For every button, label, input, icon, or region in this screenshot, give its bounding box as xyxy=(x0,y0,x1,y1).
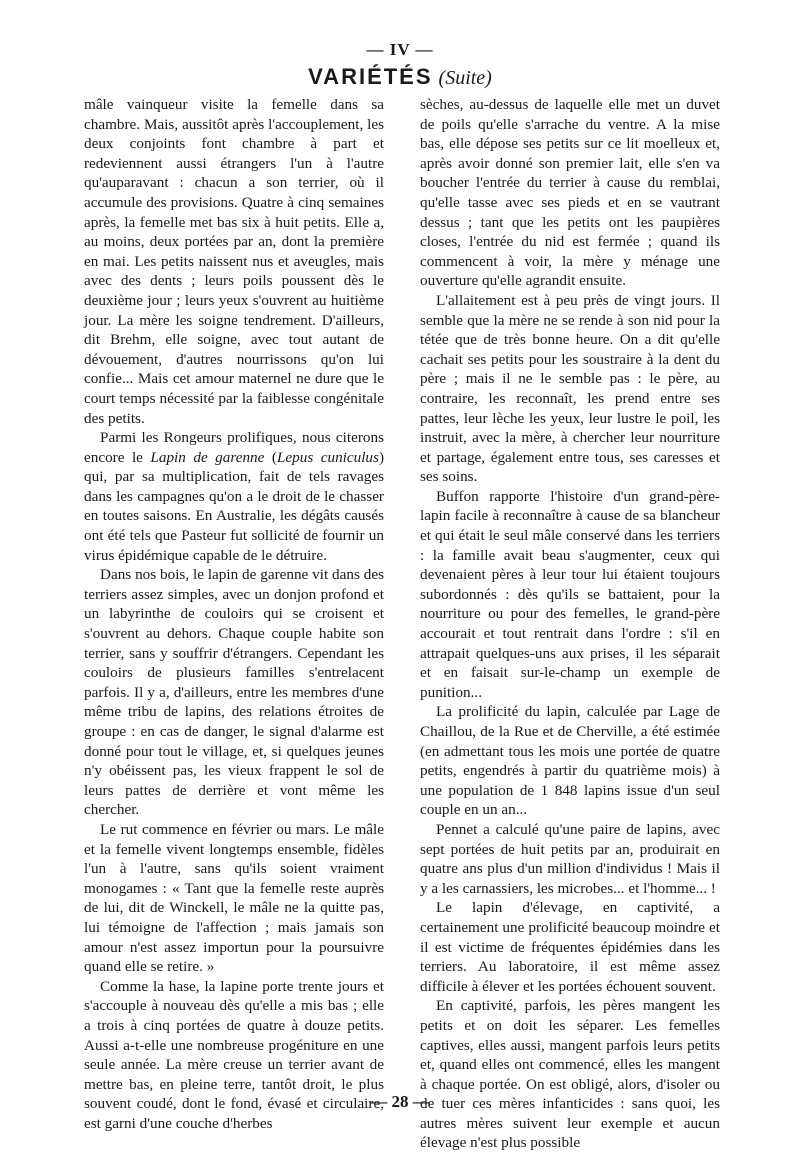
right-paragraph-4: La prolificité du lapin, calculée par Lage de Chaillou, de la Rue et de Cherville, a été estimée (en admettant tous les mois une portée de quatre petits, engendrés à partir du quatrième mois) à une population de 1 848 lapins issue d'un seul couple en un an... xyxy=(420,703,720,819)
species-common-name: Lapin de garenne xyxy=(150,448,265,466)
left-paragraph-3: Dans nos bois, le lapin de garenne vit dans des terriers assez simples, avec un donjon profond et un labyrinthe de couloirs qui se croisent et s'ouvrent au dehors. Chaque couple habite son terrier, sans y souffrir d'étrangers. Cependant les couloirs de plusieurs familles s'entrelacent parfois. Il y a, d'ailleurs, entre les membres d'une même tribu de lapins, des relations étroites de groupe : en cas de danger, le signal d'alarme est donné pour tout le village, et, si quelques jeunes n'y obéissent pas, les vieux frappent le sol de leurs pattes de derrière et vont même les chercher. xyxy=(84,566,384,819)
running-folio: — IV — xyxy=(366,40,434,59)
left-paragraph-4: Le rut commence en février ou mars. Le mâle et la femelle vivent longtemps ensemble, fidèles l'un à l'autre, sans qu'ils soient vraiment monogames : « Tant que la femelle reste auprès de lui, dit de Winckell, le mâle ne la quitte pas, lui témoigne de l'affection ; mais jamais son amour n'est assez importun pour la poursuivre quand elle se retire. » xyxy=(84,820,384,976)
left-paragraph-1: mâle vainqueur visite la femelle dans sa chambre. Mais, aussitôt après l'accouplement, les deux conjoints font chambre à part et redeviennent aussi étrangers l'un à l'autre qu'auparavant : chacun a son terrier, où il accumule des provisions. Quatre à cinq semaines après, la femelle met bas six à huit petits. Elle a, au moins, deux portées par an, dont la première en mai. Les petits naissent nus et aveugles, mais avec des dents ; leurs poils poussent dès le deuxième jour ; leurs yeux s'ouvrent au huitième jour. La mère les soigne tendrement. D'ailleurs, dit Brehm, elle soigne, avec tout autant de dévouement, d'autres nourrissons qu'on lui confie... Mais cet amour maternel ne dure que le court temps nécessité par la faiblesse congénitale des petits. xyxy=(84,96,384,427)
right-paragraph-1: sèches, au-dessus de laquelle elle met un duvet de poils qu'elle s'arrache du ventre. A la mise bas, elle dépose ses petits sur ce lit moelleux et, après avoir donné son premier lait, elle s'en va boucher l'entrée du terrier à cause du remblai, qu'elle tasse avec ses pieds et en se vautrant dessus ; tant que les petits ont les paupières closes, l'entrée du nid est fermée ; quand ils commencent à voir, la mère y ménage une ouverture qu'elle agrandit ensuite. xyxy=(420,96,720,290)
right-paragraph-2: L'allaitement est à peu près de vingt jours. Il semble que la mère ne se rende à son nid pour la tétée que de très bonne heure. On a dit qu'elle cachait ses petits pour les soustraire à la dent du père ; mais il ne le semble pas : le père, au contraire, les reconnaît, les prend entre ses pattes, leur lèche les yeux, leur lustre le poil, les instruit, avec la mère, à chercher leur nourriture et partage, également entre tous, ses caresses et ses soins. xyxy=(420,291,720,486)
title-main: VARIÉTÉS xyxy=(308,64,433,89)
text-run: Parmi les Rongeurs prolifiques, nous citerons encore le xyxy=(84,429,384,466)
left-column xyxy=(84,95,384,1133)
right-paragraph-3: Buffon rapporte l'histoire d'un grand-père-lapin facile à reconnaître à cause de sa blancheur et qui était le seul mâle conservé dans les terriers : la famille avait beau s'augmenter, ceux qui devenaient pères à leur tour lui étaient toujours subordonnés : dès qu'ils se battaient, pour la nourriture ou pour des femelles, le grand-père accourait et tout rentrait dans l'ordre : s'il en attrapait quelques-uns aux prises, il les séparait et en faisait sur-le-champ un exemple de punition... xyxy=(420,487,720,701)
title-subtitle: (Suite) xyxy=(438,67,492,89)
right-paragraph-5: Pennet a calculé qu'une paire de lapins, avec sept portées de huit petits par an, produirait en quatre ans plus d'un million d'individus ! Mais il y a les carnassiers, les microbes... et l'homme... ! xyxy=(420,820,720,897)
text-run: ( xyxy=(264,448,277,466)
left-paragraph-5: Comme la hase, la lapine porte trente jours et s'accouple à nouveau dès qu'elle a mis bas ; elle a trois à cinq portées de quatre à douze petits. Aussi a-t-elle une nombreuse progéniture en une seule année. La mère creuse un terrier avant de mettre bas, en pleine terre, tantôt droit, le plus souvent coudé, dont le fond, évasé et circulaire, est garni d'une couche d'herbes xyxy=(84,977,384,1132)
page-number: — 28 — xyxy=(370,1092,430,1111)
section-title xyxy=(0,64,800,90)
left-paragraph-2 xyxy=(84,428,384,565)
right-paragraph-6: Le lapin d'élevage, en captivité, a certainement une prolificité beaucoup moindre et il est victime de fréquentes épidémies dans les terriers. Au laboratoire, il est même assez difficile à élever et les portées échouent souvent. xyxy=(420,899,720,995)
text-run: ) qui, par sa multiplication, fait de tels ravages dans les campagnes qu'on a le droit de le chasser en toutes saisons. En Australie, les dégâts causés ont été tels que Pasteur fut sollicité de fournir un virus épidémique capable de le détruire. xyxy=(84,448,384,564)
right-paragraph-7: En captivité, parfois, les pères mangent les petits et on doit les séparer. Les femelles captives, elles aussi, mangent parfois leurs petits et, quand elles ont commencé, elles les mangent à chaque portée. On est obligé, alors, d'isoler ou de tuer ces mères infanticides : sans quoi, les autres mères suivent leur exemple et aucun élevage n'est plus possible xyxy=(420,997,720,1152)
right-column xyxy=(420,95,720,1153)
species-latin-name: Lepus cuniculus xyxy=(276,448,379,466)
